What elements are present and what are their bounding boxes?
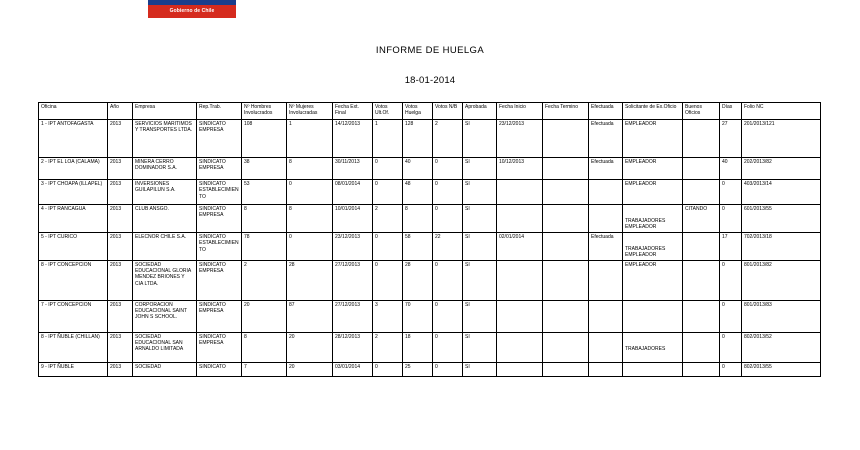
cell-hombres: 53 <box>242 180 287 205</box>
table-header-row <box>39 103 821 120</box>
cell-fecha-termino <box>543 180 589 205</box>
cell-buenos-oficios <box>683 158 720 180</box>
cell-anio: 2013 <box>108 260 133 300</box>
cell-rep-trab: SINDICATO EMPRESA <box>197 205 242 233</box>
cell-aprobada: SI <box>463 300 497 332</box>
cell-fecha-termino <box>543 158 589 180</box>
cell-aprobada: SI <box>463 260 497 300</box>
cell-anio: 2013 <box>108 120 133 158</box>
column-header: Fecha Termino <box>543 103 589 120</box>
cell-votos-ult-of: 0 <box>373 158 403 180</box>
cell-solicitante <box>623 300 683 332</box>
cell-rep-trab: SINDICATO EMPRESA <box>197 158 242 180</box>
cell-oficina: 9 - IPT ÑUBLE <box>39 362 108 376</box>
cell-rep-trab: SINDICATO ESTABLECIMIENTO <box>197 180 242 205</box>
cell-folio-nc: 702/2013/18 <box>742 232 821 260</box>
cell-hombres: 78 <box>242 232 287 260</box>
cell-efectuada: Efectuada <box>589 120 623 158</box>
cell-votos-huelga: 25 <box>403 362 433 376</box>
cell-folio-nc: 601/2013/55 <box>742 205 821 233</box>
cell-solicitante: TRABAJADORES EMPLEADOR <box>623 232 683 260</box>
cell-votos-nb: 0 <box>433 300 463 332</box>
cell-votos-nb: 22 <box>433 232 463 260</box>
cell-empresa: SOCIEDAD <box>133 362 197 376</box>
cell-oficina: 4 - IPT RANCAGUA <box>39 205 108 233</box>
cell-fecha-ext-final: 28/12/2013 <box>333 332 373 362</box>
cell-fecha-termino <box>543 362 589 376</box>
table-row <box>39 205 821 233</box>
column-header: Buenos Oficios <box>683 103 720 120</box>
cell-folio-nc: 801/2013/82 <box>742 260 821 300</box>
cell-hombres: 8 <box>242 205 287 233</box>
column-header: Solicitante de Ex.Oficio <box>623 103 683 120</box>
cell-fecha-inicio <box>497 332 543 362</box>
cell-votos-ult-of: 2 <box>373 205 403 233</box>
cell-buenos-oficios <box>683 332 720 362</box>
cell-mujeres: 87 <box>287 300 333 332</box>
cell-rep-trab: SINDICATO EMPRESA <box>197 260 242 300</box>
cell-folio-nc: 201/2013/121 <box>742 120 821 158</box>
cell-buenos-oficios: CITANDO <box>683 205 720 233</box>
cell-hombres: 20 <box>242 300 287 332</box>
cell-dias: 0 <box>720 180 742 205</box>
cell-hombres: 7 <box>242 362 287 376</box>
cell-efectuada <box>589 205 623 233</box>
cell-empresa: MINERA CERRO DOMINADOR S.A. <box>133 158 197 180</box>
cell-dias: 27 <box>720 120 742 158</box>
column-header: Votos N/B <box>433 103 463 120</box>
cell-fecha-inicio <box>497 260 543 300</box>
cell-solicitante: EMPLEADOR <box>623 180 683 205</box>
cell-oficina: 2 - IPT EL LOA (CALAMA) <box>39 158 108 180</box>
cell-votos-ult-of: 0 <box>373 180 403 205</box>
cell-votos-huelga: 18 <box>403 332 433 362</box>
cell-fecha-termino <box>543 232 589 260</box>
table-row <box>39 158 821 180</box>
cell-oficina: 7 - IPT CONCEPCION <box>39 300 108 332</box>
logo-text: Gobierno de Chile <box>169 8 215 14</box>
cell-empresa: ELECNOR CHILE S.A. <box>133 232 197 260</box>
cell-efectuada: Efectuada <box>589 158 623 180</box>
cell-solicitante: EMPLEADOR <box>623 120 683 158</box>
cell-oficina: 1 - IPT ANTOFAGASTA <box>39 120 108 158</box>
cell-empresa: SOCIEDAD EDUCACIONAL SAN ARNALDO LIMITADA <box>133 332 197 362</box>
cell-aprobada: SI <box>463 362 497 376</box>
cell-solicitante: EMPLEADOR <box>623 158 683 180</box>
column-header: Votos Ult.Of. <box>373 103 403 120</box>
column-header: Empresa <box>133 103 197 120</box>
column-header: Días <box>720 103 742 120</box>
cell-aprobada: SI <box>463 158 497 180</box>
cell-efectuada <box>589 362 623 376</box>
column-header: Fecha Ext. Final <box>333 103 373 120</box>
cell-aprobada: SI <box>463 232 497 260</box>
cell-fecha-ext-final: 27/12/2013 <box>333 260 373 300</box>
cell-dias: 17 <box>720 232 742 260</box>
cell-fecha-termino <box>543 120 589 158</box>
cell-buenos-oficios <box>683 232 720 260</box>
cell-oficina: 3 - IPT CHOAPA (ILLAPEL) <box>39 180 108 205</box>
cell-efectuada: Efectuada <box>589 232 623 260</box>
cell-hombres: 108 <box>242 120 287 158</box>
table-row <box>39 332 821 362</box>
cell-votos-ult-of: 0 <box>373 362 403 376</box>
column-header: Nº Hombres Involucrados <box>242 103 287 120</box>
cell-dias: 40 <box>720 158 742 180</box>
cell-fecha-ext-final: 08/01/2014 <box>333 180 373 205</box>
table-row <box>39 300 821 332</box>
cell-empresa: CLUB ANSGO. <box>133 205 197 233</box>
table-row <box>39 120 821 158</box>
cell-dias: 0 <box>720 300 742 332</box>
cell-votos-nb: 0 <box>433 332 463 362</box>
column-header: Folio NC <box>742 103 821 120</box>
cell-solicitante <box>623 362 683 376</box>
column-header: Oficina <box>39 103 108 120</box>
cell-fecha-ext-final: 14/12/2013 <box>333 120 373 158</box>
cell-votos-nb: 2 <box>433 120 463 158</box>
strike-report-table <box>38 102 821 377</box>
cell-aprobada: SI <box>463 332 497 362</box>
cell-mujeres: 8 <box>287 205 333 233</box>
cell-mujeres: 1 <box>287 120 333 158</box>
cell-solicitante: TRABAJADORES EMPLEADOR <box>623 205 683 233</box>
cell-folio-nc: 802/2013/55 <box>742 362 821 376</box>
cell-oficina: 8 - IPT CONCEPCION <box>39 260 108 300</box>
cell-efectuada <box>589 260 623 300</box>
cell-fecha-inicio <box>497 300 543 332</box>
cell-votos-huelga: 8 <box>403 205 433 233</box>
table-body <box>39 120 821 377</box>
cell-mujeres: 28 <box>287 260 333 300</box>
cell-folio-nc: 802/2013/52 <box>742 332 821 362</box>
cell-fecha-ext-final: 30/11/2013 <box>333 158 373 180</box>
cell-dias: 0 <box>720 260 742 300</box>
cell-empresa: CORPORACION EDUCACIONAL SAINT JOHN S SCHOOL. <box>133 300 197 332</box>
cell-votos-ult-of: 2 <box>373 332 403 362</box>
cell-dias: 0 <box>720 205 742 233</box>
logo-red-band <box>148 5 236 18</box>
column-header: Efectuada <box>589 103 623 120</box>
cell-hombres: 8 <box>242 332 287 362</box>
cell-buenos-oficios <box>683 362 720 376</box>
cell-fecha-termino <box>543 260 589 300</box>
cell-hombres: 2 <box>242 260 287 300</box>
cell-folio-nc: 403/2013/14 <box>742 180 821 205</box>
cell-rep-trab: SINDICATO EMPRESA <box>197 332 242 362</box>
cell-rep-trab: SINDICATO <box>197 362 242 376</box>
cell-fecha-ext-final: 27/12/2013 <box>333 300 373 332</box>
cell-oficina: 5 - IPT CURICO <box>39 232 108 260</box>
cell-mujeres: 0 <box>287 180 333 205</box>
table-row <box>39 180 821 205</box>
table-row <box>39 362 821 376</box>
cell-votos-nb: 0 <box>433 205 463 233</box>
column-header: Votos Huelga <box>403 103 433 120</box>
cell-efectuada <box>589 180 623 205</box>
cell-votos-ult-of: 3 <box>373 300 403 332</box>
cell-votos-huelga: 70 <box>403 300 433 332</box>
cell-votos-nb: 0 <box>433 362 463 376</box>
cell-buenos-oficios <box>683 180 720 205</box>
cell-anio: 2013 <box>108 362 133 376</box>
cell-buenos-oficios <box>683 300 720 332</box>
cell-fecha-ext-final: 23/12/2013 <box>333 232 373 260</box>
cell-fecha-termino <box>543 205 589 233</box>
cell-mujeres: 20 <box>287 362 333 376</box>
cell-anio: 2013 <box>108 158 133 180</box>
cell-oficina: 8 - IPT ÑUBLE (CHILLAN) <box>39 332 108 362</box>
table-row <box>39 232 821 260</box>
cell-votos-nb: 0 <box>433 158 463 180</box>
cell-rep-trab: SINDICATO EMPRESA <box>197 300 242 332</box>
cell-anio: 2013 <box>108 332 133 362</box>
cell-fecha-inicio <box>497 180 543 205</box>
cell-efectuada <box>589 332 623 362</box>
cell-fecha-termino <box>543 332 589 362</box>
cell-aprobada: SI <box>463 180 497 205</box>
cell-rep-trab: SINDICATO ESTABLECIMIENTO <box>197 232 242 260</box>
column-header: Rep.Trab. <box>197 103 242 120</box>
cell-aprobada: SI <box>463 205 497 233</box>
cell-anio: 2013 <box>108 180 133 205</box>
cell-fecha-ext-final: 10/01/2014 <box>333 205 373 233</box>
cell-mujeres: 8 <box>287 158 333 180</box>
cell-fecha-ext-final: 03/01/2014 <box>333 362 373 376</box>
cell-votos-huelga: 40 <box>403 158 433 180</box>
cell-mujeres: 0 <box>287 232 333 260</box>
cell-fecha-inicio <box>497 362 543 376</box>
cell-empresa: SERVICIOS MARITIMOS Y TRANSPORTES LTDA. <box>133 120 197 158</box>
cell-buenos-oficios <box>683 120 720 158</box>
column-header: Nº Mujeres Involucradas <box>287 103 333 120</box>
cell-dias: 0 <box>720 362 742 376</box>
cell-votos-huelga: 28 <box>403 260 433 300</box>
cell-dias: 0 <box>720 332 742 362</box>
cell-votos-nb: 0 <box>433 260 463 300</box>
cell-empresa: SOCIEDAD EDUCACIONAL GLORIA MENDEZ BRIONES Y CIA LTDA. <box>133 260 197 300</box>
cell-votos-ult-of: 0 <box>373 232 403 260</box>
table-row <box>39 260 821 300</box>
cell-buenos-oficios <box>683 260 720 300</box>
cell-anio: 2013 <box>108 300 133 332</box>
cell-efectuada <box>589 300 623 332</box>
report-title: INFORME DE HUELGA <box>375 45 485 56</box>
cell-fecha-termino <box>543 300 589 332</box>
cell-fecha-inicio: 10/12/2013 <box>497 158 543 180</box>
report-date: 18-01-2014 <box>404 75 456 86</box>
cell-anio: 2013 <box>108 232 133 260</box>
column-header: Fecha Inicio <box>497 103 543 120</box>
cell-mujeres: 20 <box>287 332 333 362</box>
column-header: Año <box>108 103 133 120</box>
cell-aprobada: SI <box>463 120 497 158</box>
cell-votos-huelga: 58 <box>403 232 433 260</box>
cell-votos-ult-of: 0 <box>373 260 403 300</box>
cell-votos-huelga: 128 <box>403 120 433 158</box>
cell-fecha-inicio: 23/12/2013 <box>497 120 543 158</box>
cell-folio-nc: 801/2013/83 <box>742 300 821 332</box>
cell-votos-huelga: 48 <box>403 180 433 205</box>
cell-anio: 2013 <box>108 205 133 233</box>
cell-hombres: 38 <box>242 158 287 180</box>
cell-solicitante: EMPLEADOR <box>623 260 683 300</box>
column-header: Aprobada <box>463 103 497 120</box>
cell-rep-trab: SINDICATO EMPRESA <box>197 120 242 158</box>
cell-folio-nc: 202/2013/82 <box>742 158 821 180</box>
cell-fecha-inicio: 02/01/2014 <box>497 232 543 260</box>
gobierno-logo <box>148 0 236 18</box>
cell-votos-ult-of: 1 <box>373 120 403 158</box>
cell-solicitante: TRABAJADORES <box>623 332 683 362</box>
cell-votos-nb: 0 <box>433 180 463 205</box>
cell-fecha-inicio <box>497 205 543 233</box>
cell-empresa: INVERSIONES GUILAPILUN S.A. <box>133 180 197 205</box>
